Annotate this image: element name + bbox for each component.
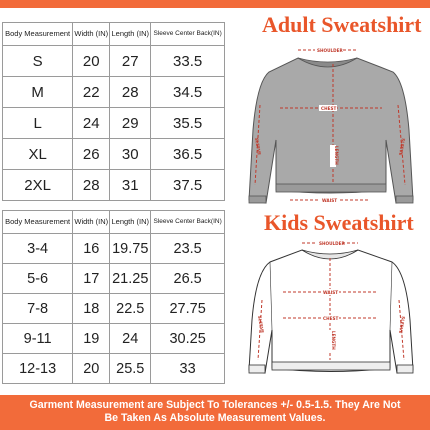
length-cell: 29 — [110, 108, 151, 139]
sleeve-cell: 30.25 — [151, 324, 225, 354]
footer-line-2: Be Taken As Absolute Measurement Values. — [104, 412, 326, 424]
sleeve-cell: 34.5 — [151, 77, 225, 108]
sleeve-label: SLEEVE — [397, 315, 406, 334]
length-label: LENGTH — [331, 331, 336, 350]
width-cell: 20 — [73, 46, 110, 77]
length-label: LENGTH — [334, 146, 339, 165]
sleeve-cell: 27.75 — [151, 294, 225, 324]
size-cell: 3-4 — [3, 234, 73, 264]
kids-sweatshirt-illustration — [249, 250, 413, 373]
length-cell: 22.5 — [110, 294, 151, 324]
width-cell: 20 — [73, 354, 110, 384]
header-body-measurement: Body Measurement — [3, 211, 73, 234]
size-cell: 2XL — [3, 170, 73, 201]
kids-title: Kids Sweatshirt — [264, 210, 414, 235]
chest-label: CHEST — [321, 106, 337, 111]
sleeve-cell: 33 — [151, 354, 225, 384]
length-cell: 19.75 — [110, 234, 151, 264]
waist-label: WAIST — [323, 290, 339, 295]
header-width: Width (IN) — [73, 211, 110, 234]
width-cell: 16 — [73, 234, 110, 264]
size-cell: 9-11 — [3, 324, 73, 354]
size-cell: L — [3, 108, 73, 139]
sleeve-label: SLEEVE — [397, 137, 406, 156]
length-cell: 31 — [110, 170, 151, 201]
header-body-measurement: Body Measurement — [3, 23, 73, 46]
shoulder-label: SHOULDER — [317, 48, 343, 53]
size-cell: 7-8 — [3, 294, 73, 324]
size-cell: 5-6 — [3, 264, 73, 294]
length-cell: 25.5 — [110, 354, 151, 384]
sleeve-cell: 33.5 — [151, 46, 225, 77]
header-sleeve: Sleeve Center Back(IN) — [151, 211, 225, 234]
footer-line-1: Garment Measurement are Subject To Tolerances +/- 0.5-1.5. They Are Not — [29, 399, 401, 411]
waist-label: WAIST — [322, 198, 338, 203]
width-cell: 17 — [73, 264, 110, 294]
size-cell: XL — [3, 139, 73, 170]
adult-title: Adult Sweatshirt — [262, 12, 422, 37]
sleeve-cell: 36.5 — [151, 139, 225, 170]
length-cell: 24 — [110, 324, 151, 354]
header-width: Width (IN) — [73, 23, 110, 46]
chest-label: CHEST — [323, 316, 339, 321]
sleeve-label: SLEEVE — [257, 315, 265, 334]
sleeve-cell: 37.5 — [151, 170, 225, 201]
length-cell: 27 — [110, 46, 151, 77]
sleeve-cell: 26.5 — [151, 264, 225, 294]
width-cell: 22 — [73, 77, 110, 108]
width-cell: 19 — [73, 324, 110, 354]
width-cell: 26 — [73, 139, 110, 170]
length-cell: 28 — [110, 77, 151, 108]
header-sleeve: Sleeve Center Back(IN) — [151, 23, 225, 46]
header-length: Length (IN) — [110, 211, 151, 234]
size-cell: 12-13 — [3, 354, 73, 384]
sleeve-cell: 35.5 — [151, 108, 225, 139]
size-cell: M — [3, 77, 73, 108]
sleeve-label: SLEEVE — [254, 137, 262, 156]
length-cell: 30 — [110, 139, 151, 170]
shoulder-label: SHOULDER — [319, 241, 345, 246]
tolerance-footer — [0, 395, 430, 430]
width-cell: 18 — [73, 294, 110, 324]
size-cell: S — [3, 46, 73, 77]
width-cell: 28 — [73, 170, 110, 201]
adult-sweatshirt-illustration — [249, 58, 413, 203]
width-cell: 24 — [73, 108, 110, 139]
header-length: Length (IN) — [110, 23, 151, 46]
sleeve-cell: 23.5 — [151, 234, 225, 264]
length-cell: 21.25 — [110, 264, 151, 294]
